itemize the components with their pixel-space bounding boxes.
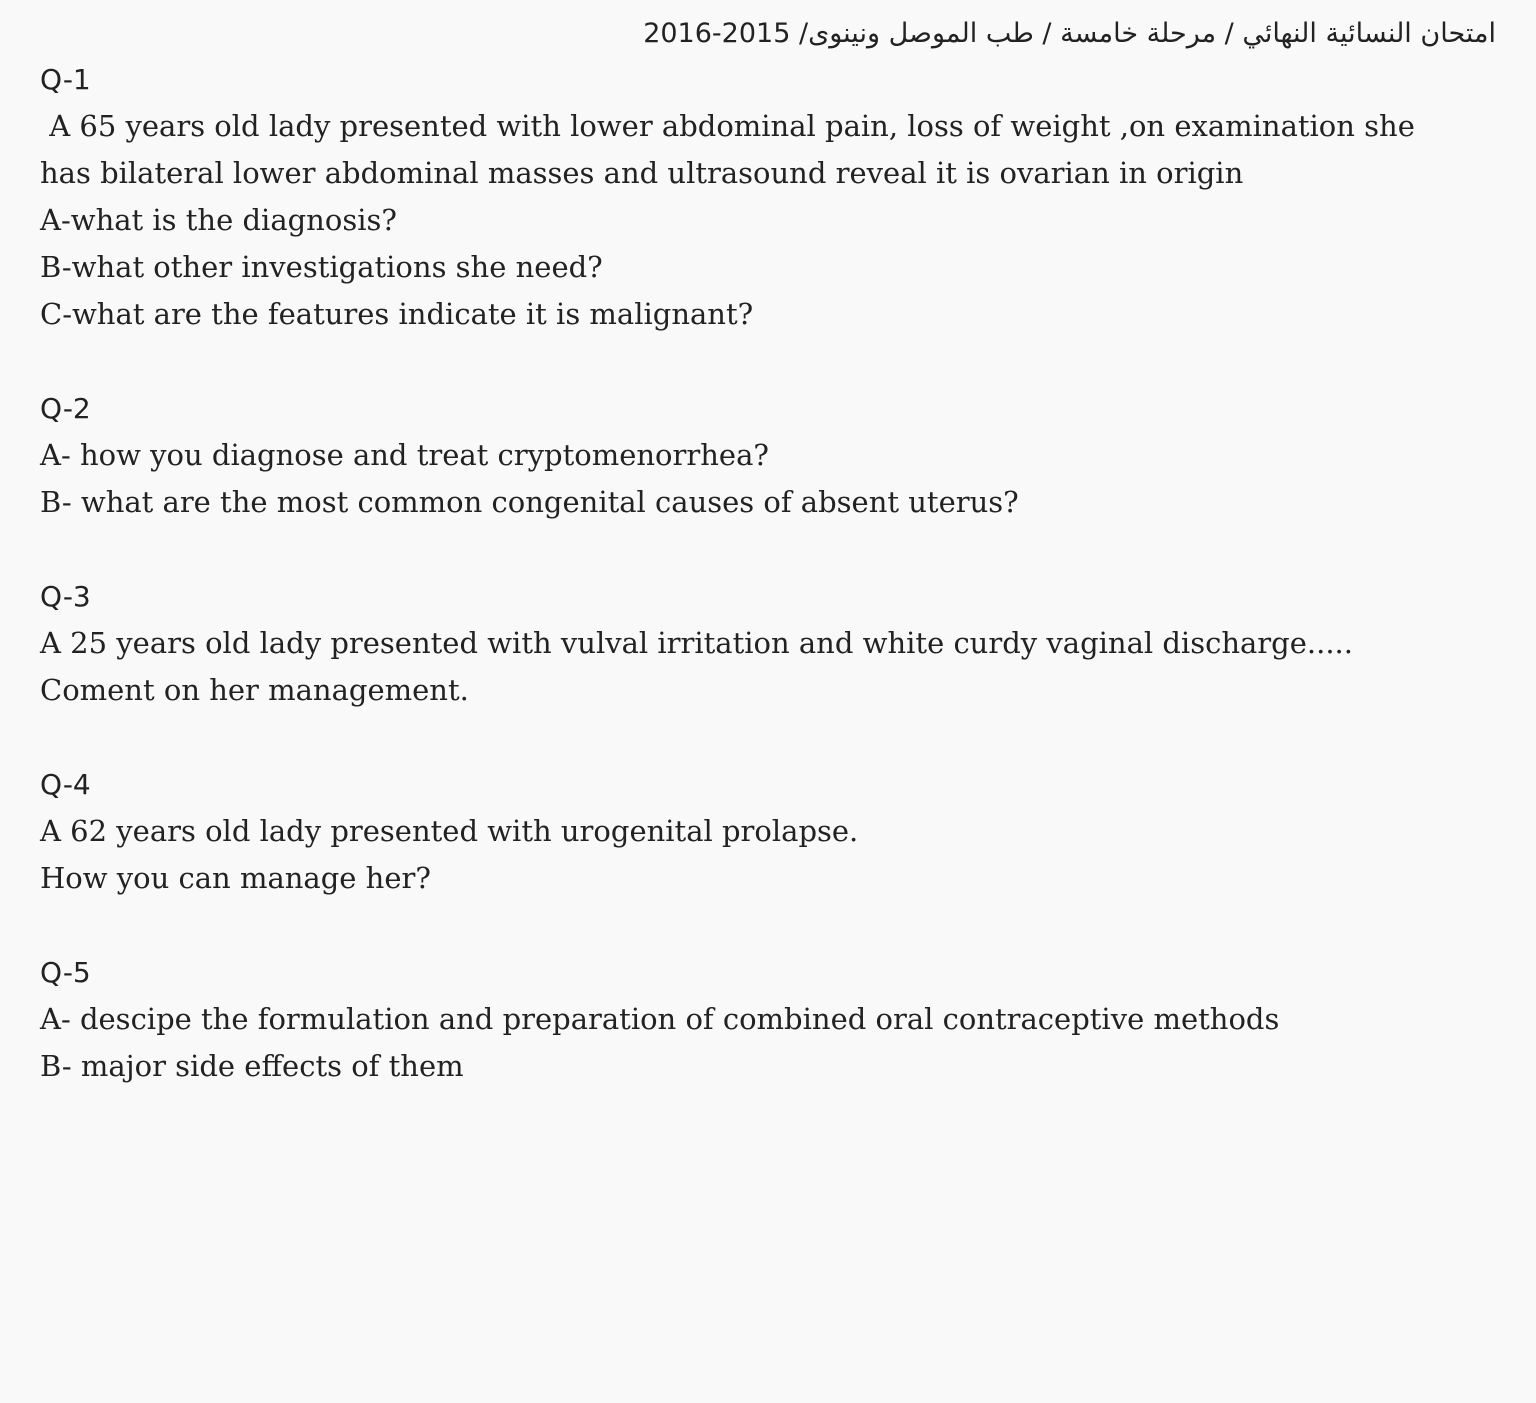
question-text-line: How you can manage her? bbox=[40, 861, 431, 895]
question-label: Q-5 bbox=[40, 956, 91, 989]
sub-question-b: B- major side effects of them bbox=[40, 1049, 464, 1083]
question-text-line: Coment on her management. bbox=[40, 673, 469, 707]
question-4 bbox=[40, 761, 1500, 902]
question-label: Q-1 bbox=[40, 63, 91, 96]
sub-question-b: B-what other investigations she need? bbox=[40, 250, 603, 284]
question-3 bbox=[40, 573, 1500, 714]
sub-question-a: A- how you diagnose and treat cryptomenorrhea? bbox=[40, 438, 769, 472]
question-5 bbox=[40, 949, 1500, 1090]
sub-question-c: C-what are the features indicate it is malignant? bbox=[40, 297, 754, 331]
sub-question-b: B- what are the most common congenital causes of absent uterus? bbox=[40, 485, 1019, 519]
exam-header-title: امتحان النسائية النهائي / مرحلة خامسة / طب الموصل ونينوى/ 2015-2016 bbox=[643, 18, 1496, 49]
spacer bbox=[40, 902, 1500, 949]
question-text-line: A 62 years old lady presented with urogenital prolapse. bbox=[40, 814, 859, 848]
question-label: Q-2 bbox=[40, 392, 91, 425]
spacer bbox=[40, 526, 1500, 573]
sub-question-a: A- descipe the formulation and preparation of combined oral contraceptive methods bbox=[40, 1002, 1280, 1036]
question-text-line: has bilateral lower abdominal masses and ultrasound reveal it is ovarian in origin bbox=[40, 156, 1244, 190]
question-2 bbox=[40, 385, 1500, 526]
question-text-line: A 65 years old lady presented with lower abdominal pain, loss of weight ,on examination she bbox=[40, 109, 1415, 143]
question-label: Q-3 bbox=[40, 580, 91, 613]
questions-list bbox=[40, 56, 1500, 1090]
question-1 bbox=[40, 56, 1500, 338]
sub-question-a: A-what is the diagnosis? bbox=[40, 203, 397, 237]
question-text-line: A 25 years old lady presented with vulval irritation and white curdy vaginal discharge..... bbox=[40, 626, 1353, 660]
question-label: Q-4 bbox=[40, 768, 91, 801]
spacer bbox=[40, 714, 1500, 761]
spacer bbox=[40, 338, 1500, 385]
